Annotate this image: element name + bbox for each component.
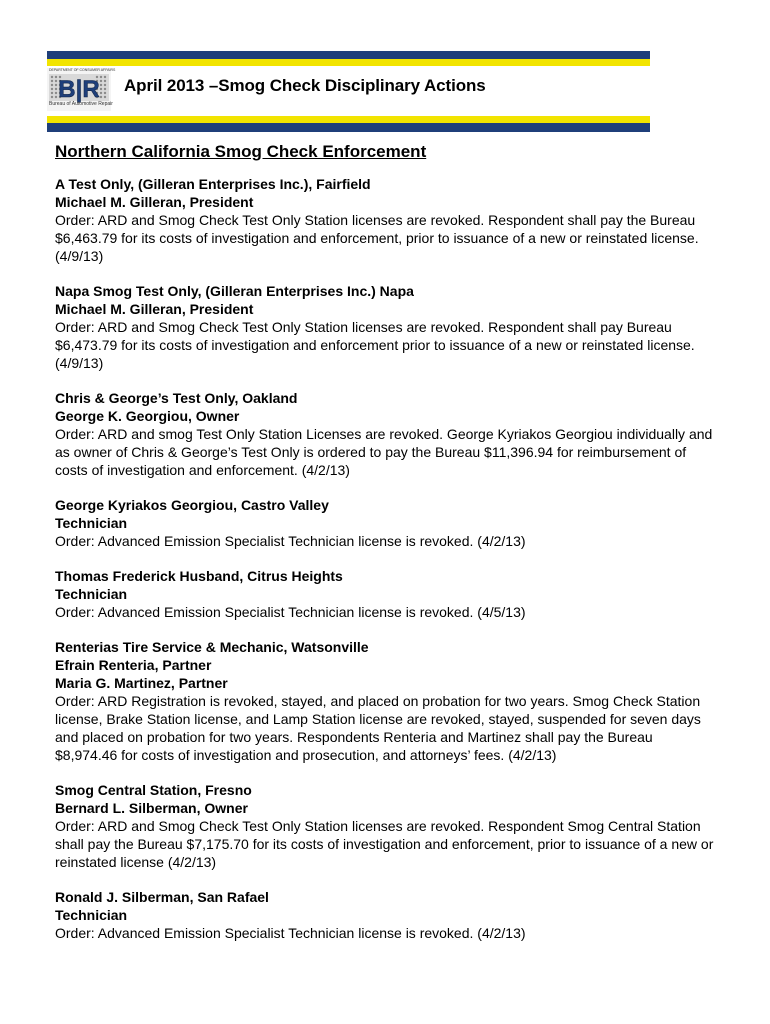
disciplinary-entry <box>55 638 715 764</box>
logo-mark: B|R <box>58 76 100 103</box>
entry-respondent: George K. Georgiou, Owner <box>55 408 240 424</box>
entry-business-name: Renterias Tire Service & Mechanic, Watsonville <box>55 639 369 655</box>
disciplinary-entry <box>55 175 715 265</box>
header-top-yellow-band <box>47 59 650 66</box>
entry-order-text: Order: ARD and Smog Check Test Only Station licenses are revoked. Respondent shall pay the Bureau $6,463.79 for its costs of investigation and enforcement, prior to issuance of a new or reinstated license. (4/9/13) <box>55 212 699 264</box>
disciplinary-entry <box>55 282 715 372</box>
entry-business-name: Napa Smog Test Only, (Gilleran Enterprises Inc.) Napa <box>55 283 414 299</box>
entry-respondent: Michael M. Gilleran, President <box>55 301 254 317</box>
entry-respondent: Efrain Renteria, Partner <box>55 657 212 673</box>
entry-business-name: Ronald J. Silberman, San Rafael <box>55 889 269 905</box>
logo-caption: Bureau of Automotive Repair <box>49 101 113 107</box>
entry-order-text: Order: Advanced Emission Specialist Technician license is revoked. (4/2/13) <box>55 925 526 941</box>
entry-order-text: Order: ARD and smog Test Only Station Licenses are revoked. George Kyriakos Georgiou individually and as owner of Chris & George’s Test Only is ordered to pay the Bureau $11,396.94 for reimbursement of costs of investigation and enforcement. (4/2/13) <box>55 426 713 478</box>
disciplinary-entries-list <box>55 175 715 942</box>
section-heading: Northern California Smog Check Enforcement <box>55 142 427 161</box>
disciplinary-entry <box>55 781 715 871</box>
document-body <box>55 141 715 959</box>
disciplinary-entry <box>55 888 715 942</box>
entry-order-text: Order: Advanced Emission Specialist Technician license is revoked. (4/2/13) <box>55 533 526 549</box>
entry-respondent: Bernard L. Silberman, Owner <box>55 800 248 816</box>
disciplinary-entry <box>55 567 715 621</box>
entry-order-text: Order: ARD and Smog Check Test Only Station licenses are revoked. Respondent shall pay Bureau $6,473.79 for its costs of investigation and enforcement prior to issuance of a new or reinstated license. (4/9/13) <box>55 319 695 371</box>
bar-logo <box>47 68 116 111</box>
entry-respondent: Michael M. Gilleran, President <box>55 194 254 210</box>
entry-business-name: A Test Only, (Gilleran Enterprises Inc.), Fairfield <box>55 176 371 192</box>
disciplinary-entry <box>55 496 715 550</box>
entry-respondent: Maria G. Martinez, Partner <box>55 675 228 691</box>
disciplinary-entry <box>55 389 715 479</box>
entry-respondent: Technician <box>55 907 128 923</box>
entry-order-text: Order: Advanced Emission Specialist Technician license is revoked. (4/5/13) <box>55 604 526 620</box>
entry-respondent: Technician <box>55 586 128 602</box>
entry-business-name: Smog Central Station, Fresno <box>55 782 252 798</box>
entry-respondent: Technician <box>55 515 128 531</box>
entry-business-name: Chris & George’s Test Only, Oakland <box>55 390 298 406</box>
entry-business-name: Thomas Frederick Husband, Citrus Heights <box>55 568 343 584</box>
header-bottom-navy-band <box>47 123 650 132</box>
logo-dept: DEPARTMENT OF CONSUMER AFFAIRS <box>49 68 116 72</box>
entry-business-name: George Kyriakos Georgiou, Castro Valley <box>55 497 329 513</box>
header-bottom-yellow-band <box>47 116 650 123</box>
page-title: April 2013 –Smog Check Disciplinary Actions <box>124 76 486 95</box>
entry-order-text: Order: ARD Registration is revoked, stayed, and placed on probation for two years. Smog Check Station license, Brake Station license, and Lamp Station license are revoked, stayed, suspended for seven days and placed on probation for two years. Respondents Renteria and Martinez shall pay the Bureau $8,974.46 for costs of investigation and prosecution, and attorneys’ fees. (4/2/13) <box>55 693 701 763</box>
entry-order-text: Order: ARD and Smog Check Test Only Station licenses are revoked. Respondent Smog Central Station shall pay the Bureau $7,175.70 for its costs of investigation and enforcement, prior to issuance of a new or reinstated license (4/2/13) <box>55 818 714 870</box>
header-top-navy-band <box>47 51 650 59</box>
